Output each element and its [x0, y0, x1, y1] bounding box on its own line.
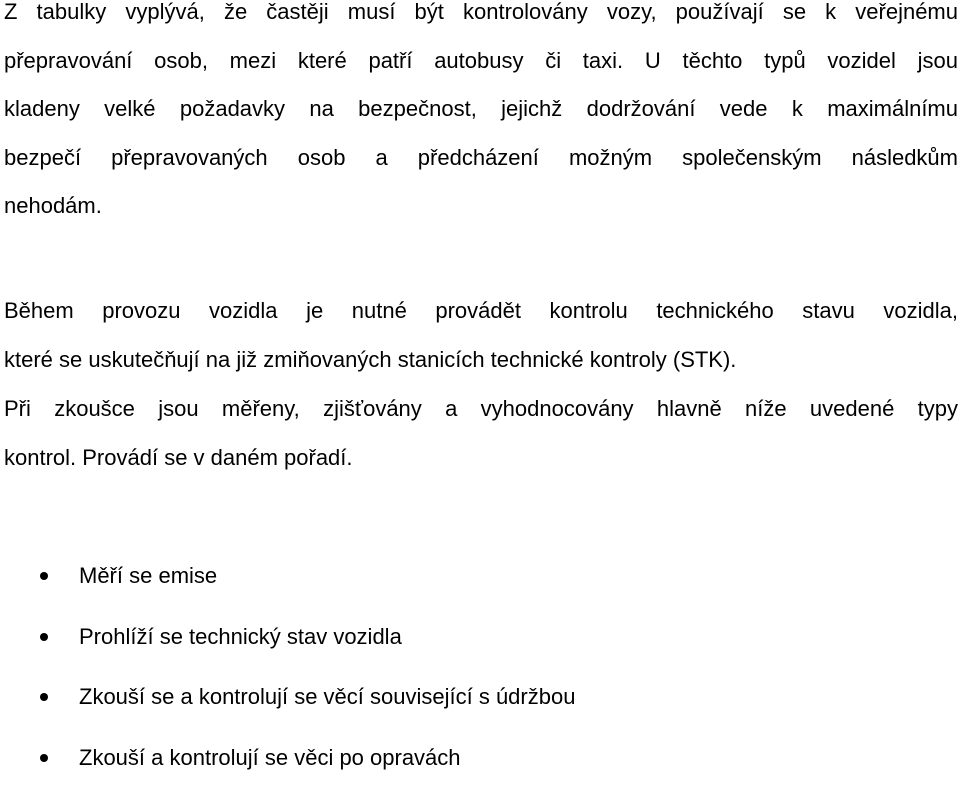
- paragraph-operation: [4, 287, 958, 384]
- list-item-text: Zkouší a kontrolují se věci po opravách: [79, 744, 461, 770]
- bullet-icon: [40, 572, 48, 580]
- text-line: Během provozu vozidla je nutné provádět kontrolu technického stavu vozidla,: [4, 298, 958, 323]
- text-line: nehodám.: [4, 193, 102, 218]
- paragraph-intro: [4, 0, 958, 231]
- paragraph-inspection: [4, 385, 958, 482]
- list-item-text: Prohlíží se technický stav vozidla: [79, 623, 402, 649]
- text-line: které se uskutečňují na již zmiňovaných stanicích technické kontroly (STK).: [4, 346, 737, 372]
- list-item-text: Měří se emise: [79, 563, 218, 588]
- list-item-text: Zkouší se a kontrolují se věcí související s údržbou: [79, 684, 576, 709]
- text-line: kontrol. Provádí se v daném pořadí.: [4, 444, 353, 470]
- text-line: Z tabulky vyplývá, že častěji musí být kontrolovány vozy, používají se k veřejnému: [4, 0, 958, 24]
- text-line: kladeny velké požadavky na bezpečnost, jejichž dodržování vede k maximálnímu: [4, 96, 958, 121]
- bullet-icon: [40, 633, 48, 641]
- bullet-icon: [40, 754, 48, 762]
- bullet-icon: [40, 693, 48, 701]
- text-line: Při zkoušce jsou měřeny, zjišťovány a vyhodnocovány hlavně níže uvedené typy: [4, 396, 958, 421]
- text-line: přepravování osob, mezi které patří autobusy či taxi. U těchto typů vozidel jsou: [4, 47, 958, 73]
- text-line: bezpečí přepravovaných osob a předcházení možným společenským následkům: [4, 144, 958, 170]
